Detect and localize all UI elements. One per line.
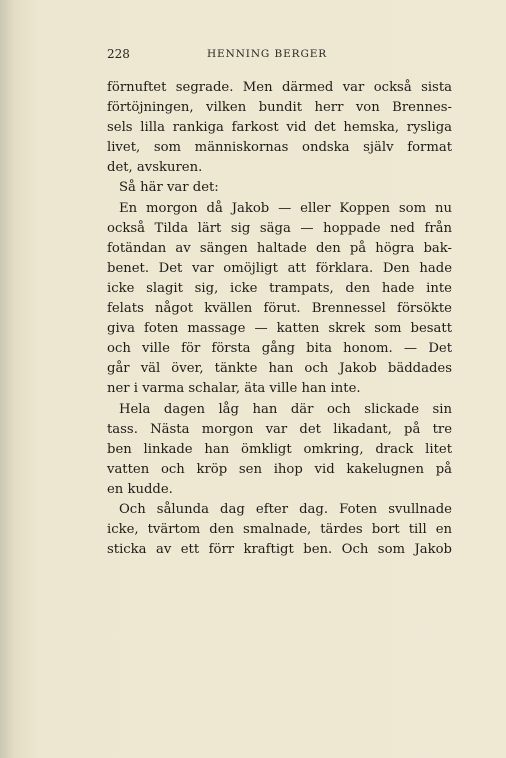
body-text bbox=[107, 78, 452, 560]
text-line: icke slagit sig, icke trampats, den hade inte bbox=[107, 280, 452, 296]
text-line: En morgon då Jakob — eller Koppen som nu bbox=[119, 200, 452, 216]
page-header bbox=[107, 47, 452, 63]
text-line: Hela dagen låg han där och slickade sin bbox=[119, 401, 452, 417]
text-line: icke, tvärtom den smalnade, tärdes bort till en bbox=[107, 522, 452, 538]
text-line: livet, som människornas ondska själv format bbox=[107, 140, 452, 156]
text-line: förnuftet segrade. Men därmed var också sista bbox=[107, 80, 452, 95]
text-line: fotändan av sängen haltade den på högra bak- bbox=[107, 240, 452, 256]
text-line: sticka av ett förr kraftigt ben. Och som Jakob bbox=[107, 542, 452, 558]
text-line: felats något kvällen förut. Brennessel försökte bbox=[107, 301, 452, 317]
text-line: benet. Det var omöjligt att förklara. Den hade bbox=[107, 260, 452, 276]
text-line: vatten och kröp sen ihop vid kakelugnen på bbox=[107, 461, 452, 477]
text-line: Så här var det: bbox=[119, 180, 219, 196]
running-title: HENNING BERGER bbox=[207, 48, 328, 60]
text-line: det, avskuren. bbox=[107, 160, 203, 176]
text-line: går väl över, tänkte han och Jakob bäddades bbox=[107, 361, 452, 377]
text-line: ben linkade han ömkligt omkring, drack litet bbox=[107, 441, 452, 457]
text-line: förtöjningen, vilken bundit herr von Brennes- bbox=[107, 100, 452, 116]
text-line: sels lilla rankiga farkost vid det hemska, rysliga bbox=[107, 120, 452, 136]
text-line: giva foten massage — katten skrek som besatt bbox=[107, 321, 452, 337]
text-line: en kudde. bbox=[107, 481, 173, 497]
text-line: ner i varma schalar, äta ville han inte. bbox=[107, 381, 361, 397]
text-line: och ville för första gång bita honom. — Det bbox=[107, 341, 452, 357]
text-line: tass. Nästa morgon var det likadant, på tre bbox=[107, 421, 452, 437]
text-line: Och sålunda dag efter dag. Foten svullnade bbox=[119, 501, 452, 517]
page-number: 228 bbox=[107, 47, 130, 61]
text-line: också Tilda lärt sig säga — hoppade ned från bbox=[107, 220, 452, 236]
